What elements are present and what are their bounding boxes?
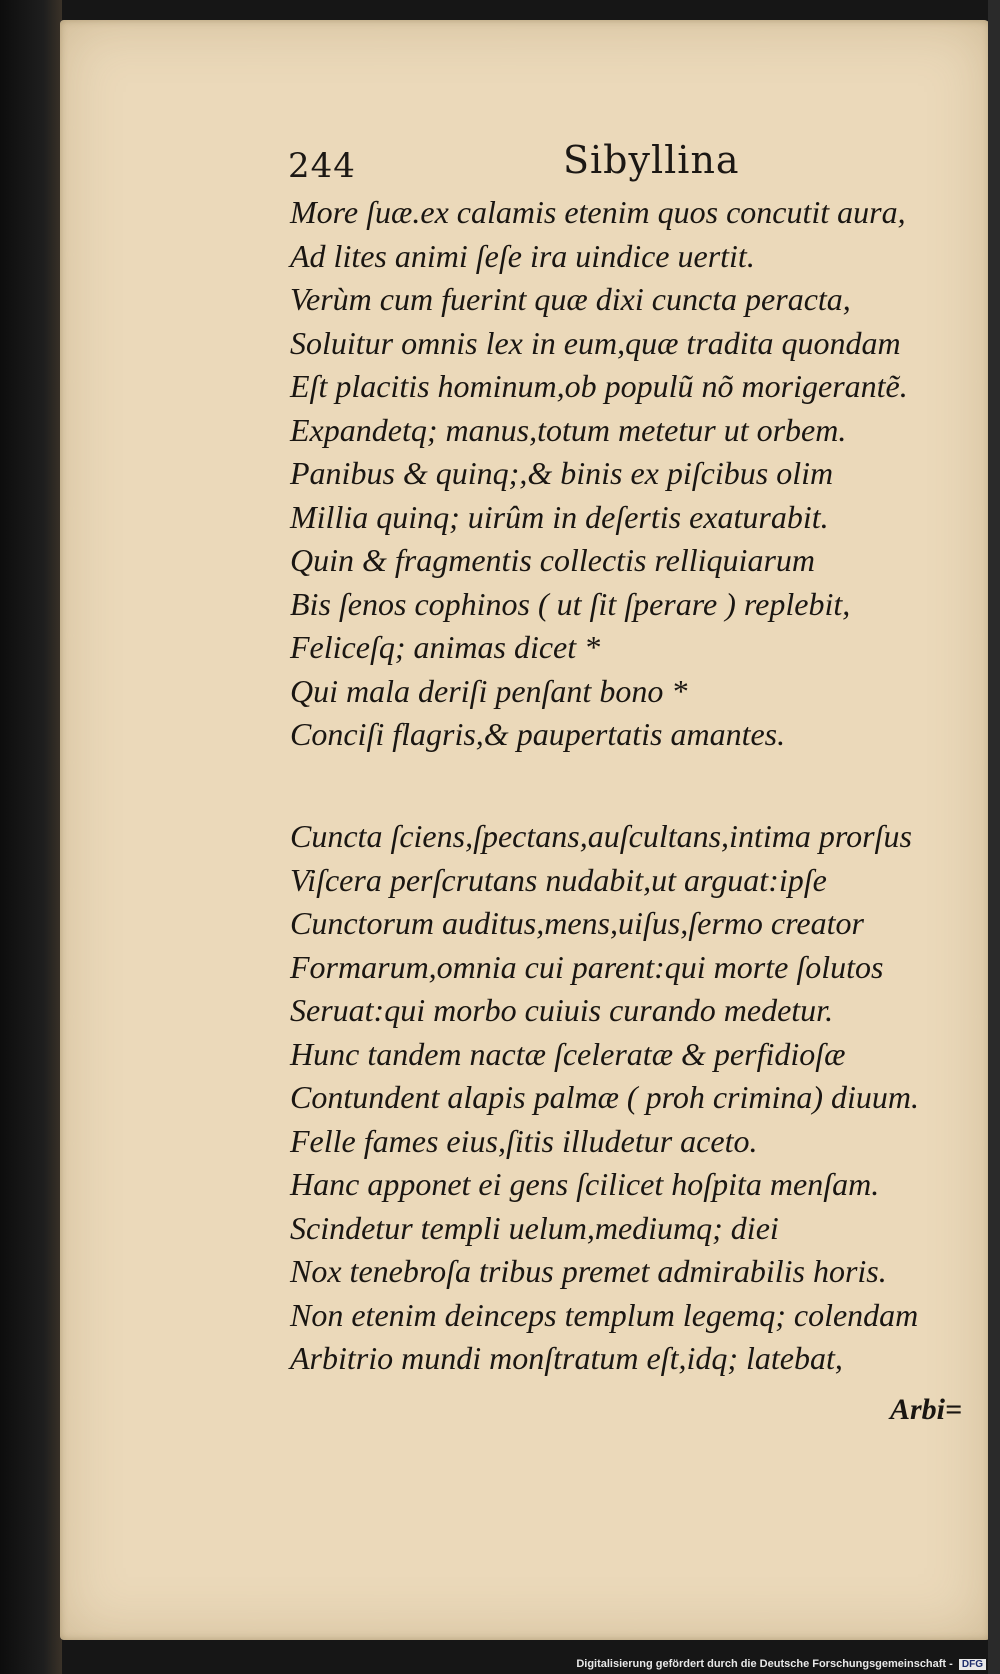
verse-line: Hanc apponet ei gens ſcilicet hoſpita menſam. [290,1166,880,1202]
verse-line: Verùm cum fuerint quæ dixi cuncta peracta, [290,281,851,317]
verse-line: Qui mala deriſi penſant bono * [290,672,688,709]
verse-line: Seruat:qui morbo cuiuis curando medetur. [290,992,834,1028]
page-header [288,138,748,188]
page-edge [988,0,1000,1674]
verse-line: Felle fames eius,ſitis illudetur aceto. [290,1122,758,1159]
verse-line: Feliceſq; animas dicet * [290,629,601,665]
verse-line: Viſcera perſcrutans nudabit,ut arguat:ipſe [290,861,827,898]
verse-line: Ad lites animi ſeſe ira uindice uertit. [290,237,755,274]
verse-line: Panibus & quinq;,& binis ex piſcibus olim [290,455,834,491]
verse-line: Formarum,omnia cui parent:qui morte ſolutos [290,948,884,985]
verse-line: Quin & fragmentis collectis relliquiarum [290,542,815,578]
verse-line: Contundent alapis palmæ ( proh crimina) diuum. [290,1079,920,1115]
dfg-logo: DFG [959,1659,986,1670]
verse-line: Non etenim deinceps templum legemq; colendam [290,1296,919,1333]
running-title: Sibyllina [563,138,740,182]
verse-line: Conciſi flagris,& paupertatis amantes. [290,716,786,752]
verse-line: Nox tenebroſa tribus premet admirabilis horis. [290,1253,887,1289]
verse-block-2 [290,815,970,1381]
verse-line: Millia quinq; uirûm in deſertis exaturabit. [290,498,829,535]
verse-line: More ſuæ.ex calamis etenim quos concutit aura, [290,194,906,230]
book-spine-shadow [0,0,62,1674]
verse-line: Bis ſenos cophinos ( ut ſit ſperare ) replebit, [290,585,851,622]
credit-text: Digitalisierung gefördert durch die Deutsche Forschungsgemeinschaft - [576,1658,953,1670]
page-number: 244 [288,146,356,186]
verse-line: Arbitrio mundi monſtratum eſt,idq; latebat, [290,1340,843,1376]
verse-line: Soluitur omnis lex in eum,quæ tradita quondam [290,324,901,361]
verse-line: Cunctorum auditus,mens,uiſus,ſermo creator [290,905,864,941]
verse-block-1 [290,191,970,757]
digitization-credit [576,1658,986,1670]
verse-line: Cuncta ſciens,ſpectans,auſcultans,intima prorſus [290,818,912,854]
verse-line: Hunc tandem nactæ ſceleratæ & perfidioſæ [290,1035,846,1072]
verse-line: Scindetur templi uelum,mediumq; diei [290,1209,779,1246]
verse-line: Eſt placitis hominum,ob populũ nõ morigerantẽ. [290,368,908,404]
verse-line: Expandetq; manus,totum metetur ut orbem. [290,411,847,448]
catchword: Arbi= [890,1393,963,1426]
